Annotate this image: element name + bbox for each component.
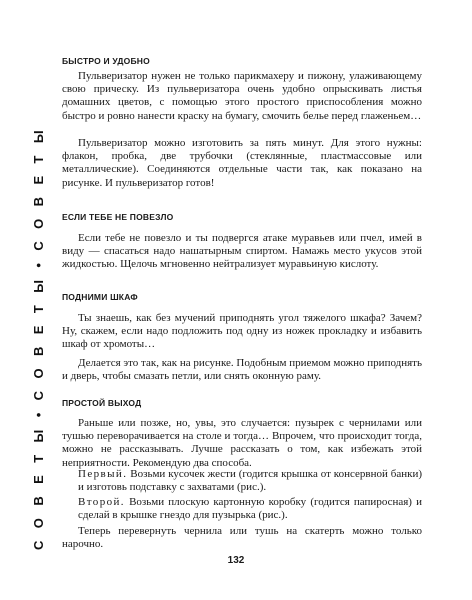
paragraph: Раньше или позже, но, увы, это случается: пузырек с чернилами или тушью переворачивается на столе и тогда… Впрочем, что происходит тогда, можно не рассказывать. Лучше рассказать о том, как избежать этой неприятности. Рекомендую два способа. [62,417,422,469]
paragraph: Теперь перевернуть чернила или тушь на скатерть можно только нарочно. [62,525,422,551]
paragraph: Делается это так, как на рисунке. Подобным приемом можно приподнять и дверь, чтобы смазать петли, или снять оконную раму. [62,357,422,383]
section-title: ПРОСТОЙ ВЫХОД [62,398,142,408]
paragraph: Если тебе не повезло и ты подвергся атаке муравьев или пчел, имей в виду — спасаться надо нашатырным спиртом. Намажь место укусов этой жидкостью. Щелочь мгновенно нейтрализует муравьиную кислоту. [62,232,422,271]
method-text: Возьми кусочек жести (годится крышка от консервной банки) и изготовь подставку с захватами (рис.). [78,468,422,494]
section-title: БЫСТРО И УДОБНО [62,56,150,66]
page-number: 132 [227,555,245,566]
method-label: Второй. [78,496,125,508]
method-label: Первый. [78,468,128,480]
side-label-text: С О В Е Т Ы • С О В Е Т Ы • С О В Е Т Ы [31,125,46,550]
paragraph: Ты знаешь, как без мучений приподнять угол тяжелого шкафа? Зачем? Ну, скажем, если надо подложить под одну из ножек прокладку и избавить шкаф от хромоты… [62,312,422,351]
method-first [62,468,422,494]
side-label [31,60,53,550]
section-title: ЕСЛИ ТЕБЕ НЕ ПОВЕЗЛО [62,212,174,222]
method-second [62,496,422,522]
paragraph: Пульверизатор можно изготовить за пять минут. Для этого нужны: флакон, пробка, две трубочки (стеклянные, пластмассовые или металлические). Соединяются отдельные части так, как показано на рисунке. И пульверизатор готов! [62,137,422,189]
method-text: Возьми плоскую картонную коробку (годится папиросная) и сделай в крышке гнездо для пузырька (рис.). [78,496,422,522]
section-title: ПОДНИМИ ШКАФ [62,292,138,302]
paragraph: Пульверизатор нужен не только парикмахеру и пижону, улаживающему свою прическу. Из пульверизатора очень удобно опрыскивать листья домашних цветов, с помощью этого простого приспособления можно быстро и ровно нанести краску на бумагу, смочить белье перед глаженьем… [62,70,422,122]
